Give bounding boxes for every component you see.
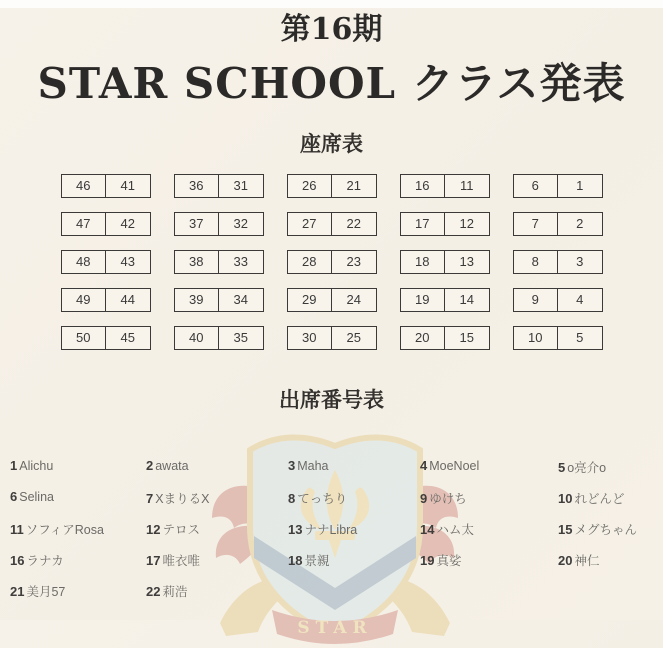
seat-cell: 15	[459, 330, 474, 346]
attendance-name: てっちり	[297, 491, 348, 506]
seat-pair	[61, 212, 151, 236]
seat-cell: 47	[62, 213, 107, 235]
seat-cell: 35	[233, 330, 248, 346]
seat-cell: 40	[175, 327, 220, 349]
attendance-entry	[288, 458, 420, 473]
attendance-entry	[10, 458, 146, 473]
attendance-name: 景親	[304, 553, 330, 568]
seat-cell: 2	[576, 216, 584, 232]
attendance-name: 莉浩	[162, 584, 188, 599]
attendance-name: れどんど	[574, 491, 625, 506]
seat-row	[0, 326, 663, 350]
seat-cell: 27	[288, 213, 333, 235]
attendance-entry	[420, 489, 558, 507]
seat-pair	[174, 326, 264, 350]
attendance-entry	[10, 551, 146, 569]
seat-cell: 26	[288, 175, 333, 197]
seat-cell: 19	[401, 289, 446, 311]
seat-pair	[400, 250, 490, 274]
attendance-entry	[288, 489, 420, 507]
seat-cell: 39	[175, 289, 220, 311]
attendance-number: 1	[10, 457, 18, 473]
seat-pair	[400, 326, 490, 350]
top-white-strip	[0, 0, 663, 8]
seat-cell: 20	[401, 327, 446, 349]
attendance-name: ゆけち	[429, 491, 467, 506]
attendance-name: 真娑	[436, 553, 462, 568]
attendance-number: 2	[146, 457, 154, 473]
seat-cell: 13	[459, 254, 474, 270]
seat-cell: 23	[346, 254, 361, 270]
attendance-number: 6	[10, 488, 18, 504]
attendance-number: 21	[10, 583, 25, 599]
seat-pair	[61, 250, 151, 274]
attendance-name: テロス	[162, 522, 200, 537]
attendance-entry	[146, 520, 288, 538]
attendance-name: 唯衣唯	[162, 553, 200, 568]
attendance-name: Maha	[297, 458, 329, 473]
attendance-entry	[420, 458, 558, 473]
seat-cell: 43	[120, 254, 135, 270]
attendance-entry	[10, 582, 146, 600]
attendance-name: Selina	[19, 489, 54, 504]
attendance-number: 8	[288, 490, 296, 506]
term-title: 第16期	[280, 12, 383, 47]
attendance-list-heading: 出席番号表	[279, 386, 384, 412]
seat-cell: 41	[120, 178, 135, 194]
attendance-name: ハム太	[436, 522, 474, 537]
seat-pair	[287, 212, 377, 236]
seat-cell: 30	[288, 327, 333, 349]
attendance-entry	[146, 551, 288, 569]
attendance-number: 5	[558, 459, 566, 475]
seat-cell: 14	[459, 292, 474, 308]
crest-star-label: STAR	[297, 618, 373, 638]
seat-cell: 22	[346, 216, 361, 232]
seat-cell: 3	[576, 254, 584, 270]
attendance-name: Alichu	[19, 458, 54, 473]
attendance-entry	[146, 458, 288, 473]
attendance-number: 4	[420, 457, 428, 473]
seat-pair	[287, 174, 377, 198]
seat-cell: 37	[175, 213, 220, 235]
seat-cell: 45	[120, 330, 135, 346]
attendance-number: 9	[420, 490, 428, 506]
seat-row	[0, 288, 663, 312]
attendance-number: 20	[558, 552, 573, 568]
attendance-number: 3	[288, 457, 296, 473]
attendance-name: ソフィアRosa	[25, 522, 104, 537]
attendance-entry	[558, 458, 663, 476]
attendance-name: awata	[155, 458, 189, 473]
seat-cell: 34	[233, 292, 248, 308]
attendance-entry	[420, 520, 558, 538]
attendance-entry	[558, 551, 663, 569]
seating-chart-heading: 座席表	[300, 130, 363, 156]
attendance-name: 神仁	[574, 553, 600, 568]
attendance-number: 7	[146, 490, 154, 506]
attendance-entry	[146, 582, 288, 600]
seat-pair	[61, 326, 151, 350]
attendance-number: 16	[10, 552, 25, 568]
attendance-name: 美月57	[26, 584, 66, 599]
attendance-name: o亮介o	[567, 460, 607, 475]
attendance-number: 14	[420, 521, 435, 537]
seat-pair	[513, 174, 603, 198]
seat-cell: 42	[120, 216, 135, 232]
seat-pair	[174, 250, 264, 274]
seat-pair	[287, 326, 377, 350]
seat-pair	[400, 174, 490, 198]
attendance-entry	[288, 520, 420, 538]
seat-pair	[174, 212, 264, 236]
attendance-number: 15	[558, 521, 573, 537]
attendance-number: 22	[146, 583, 161, 599]
attendance-number: 19	[420, 552, 435, 568]
attendance-name: メグちゃん	[574, 522, 637, 537]
seat-pair	[513, 326, 603, 350]
attendance-entry	[558, 520, 663, 538]
attendance-number: 13	[288, 521, 303, 537]
seat-pair	[400, 288, 490, 312]
seat-cell: 32	[233, 216, 248, 232]
seat-cell: 31	[233, 178, 248, 194]
seat-cell: 33	[233, 254, 248, 270]
seat-cell: 10	[514, 327, 559, 349]
seat-cell: 46	[62, 175, 107, 197]
seat-cell: 18	[401, 251, 446, 273]
attendance-entry	[146, 489, 288, 507]
attendance-number: 12	[146, 521, 161, 537]
attendance-name: ラナカ	[26, 553, 64, 568]
seat-cell: 49	[62, 289, 107, 311]
seat-cell: 4	[576, 292, 584, 308]
attendance-name: MoeNoel	[429, 458, 480, 473]
seat-cell: 36	[175, 175, 220, 197]
seat-cell: 24	[346, 292, 361, 308]
seat-cell: 7	[514, 213, 559, 235]
seating-chart	[0, 174, 663, 350]
seat-cell: 17	[401, 213, 446, 235]
seat-cell: 6	[514, 175, 559, 197]
seat-pair	[174, 288, 264, 312]
seat-cell: 12	[459, 216, 474, 232]
attendance-list	[0, 458, 663, 613]
seat-cell: 50	[62, 327, 107, 349]
seat-cell: 8	[514, 251, 559, 273]
seat-cell: 5	[576, 330, 584, 346]
seat-cell: 9	[514, 289, 559, 311]
attendance-number: 18	[288, 552, 303, 568]
seat-cell: 1	[576, 178, 584, 194]
seat-row	[0, 250, 663, 274]
attendance-entry	[288, 551, 420, 569]
seat-row	[0, 174, 663, 198]
seat-cell: 29	[288, 289, 333, 311]
seat-row	[0, 212, 663, 236]
attendance-entry	[10, 489, 146, 504]
attendance-entry	[420, 551, 558, 569]
seat-pair	[400, 212, 490, 236]
seat-pair	[513, 212, 603, 236]
attendance-entry	[10, 520, 146, 538]
attendance-name: XまりるX	[155, 491, 210, 506]
page-title: STAR SCHOOL クラス発表	[37, 59, 626, 108]
seat-cell: 25	[346, 330, 361, 346]
seat-cell: 16	[401, 175, 446, 197]
seat-cell: 38	[175, 251, 220, 273]
seat-pair	[513, 250, 603, 274]
seat-pair	[287, 288, 377, 312]
seat-pair	[61, 288, 151, 312]
seat-cell: 48	[62, 251, 107, 273]
seat-cell: 11	[460, 178, 474, 194]
attendance-name: ナナLibra	[304, 522, 358, 537]
seat-pair	[513, 288, 603, 312]
seat-cell: 21	[346, 178, 361, 194]
seat-cell: 44	[120, 292, 135, 308]
attendance-number: 17	[146, 552, 161, 568]
seat-pair	[61, 174, 151, 198]
attendance-number: 11	[10, 521, 24, 537]
attendance-entry	[558, 489, 663, 507]
seat-pair	[287, 250, 377, 274]
seat-cell: 28	[288, 251, 333, 273]
seat-pair	[174, 174, 264, 198]
attendance-number: 10	[558, 490, 573, 506]
